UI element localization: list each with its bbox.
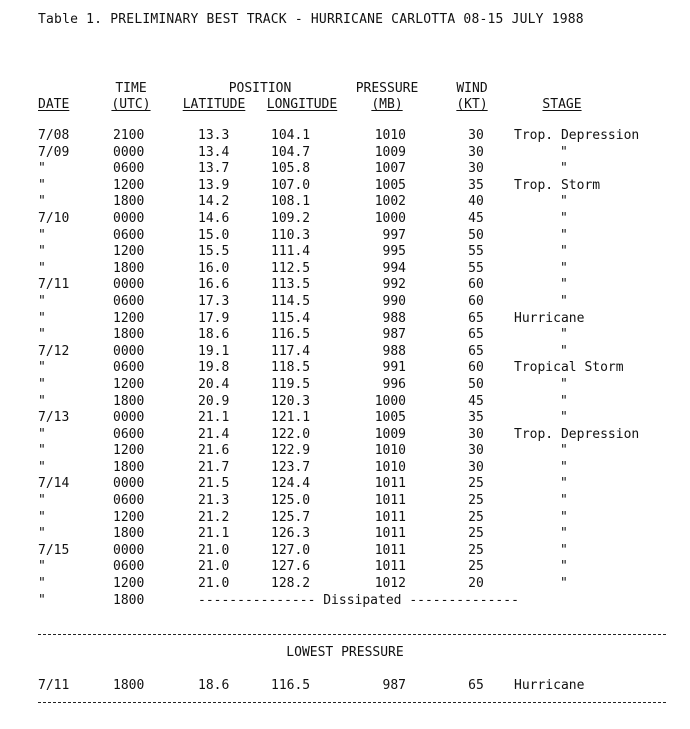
cell-date: 7/13 (38, 410, 70, 426)
cell-stage: " (560, 542, 568, 558)
cell-longitude: 117.4 (271, 343, 311, 359)
cell-date: " (38, 360, 46, 376)
cell-latitude: 14.2 (198, 194, 230, 210)
cell-longitude: 104.1 (271, 128, 311, 143)
cell-stage: " (560, 576, 568, 592)
dissipated-note: --------------- Dissipated -------------- (198, 592, 519, 608)
cell-longitude: 120.3 (271, 393, 311, 409)
cell-longitude: 127.6 (271, 559, 311, 575)
cell-pressure: 1002 (374, 194, 406, 210)
lowest-pressure-time: 1800 (113, 678, 145, 693)
cell-stage: Trop. Storm (514, 177, 601, 193)
table-row (0, 344, 690, 361)
cell-stage: " (560, 559, 568, 575)
cell-longitude: 115.4 (271, 310, 311, 326)
cell-date: " (38, 260, 46, 276)
cell-date: " (38, 161, 46, 177)
cell-date: " (38, 443, 46, 459)
cell-longitude: 121.1 (271, 410, 311, 426)
table-row (0, 294, 690, 311)
table-row (0, 559, 690, 576)
cell-latitude: 21.3 (198, 493, 230, 509)
cell-stage: " (560, 459, 568, 475)
cell-time: 0600 (113, 426, 145, 442)
header-date: DATE (38, 97, 70, 112)
cell-date: " (38, 509, 46, 525)
cell-stage: " (560, 210, 568, 226)
cell-date: " (38, 592, 46, 608)
cell-wind: 50 (468, 227, 484, 243)
cell-stage: " (560, 476, 568, 492)
cell-pressure: 988 (382, 343, 406, 359)
cell-time: 1200 (113, 509, 145, 525)
cell-longitude: 116.5 (271, 327, 311, 343)
cell-wind: 55 (468, 244, 484, 260)
header-pressure-top: PRESSURE (355, 81, 419, 96)
cell-wind: 60 (468, 277, 484, 293)
cell-pressure: 1005 (374, 177, 406, 193)
cell-time: 1200 (113, 576, 145, 592)
cell-longitude: 125.7 (271, 509, 311, 525)
lowest-pressure-latitude: 18.6 (198, 678, 230, 693)
cell-wind: 30 (468, 161, 484, 177)
cell-latitude: 21.7 (198, 459, 230, 475)
cell-time: 1200 (113, 310, 145, 326)
cell-stage: " (560, 493, 568, 509)
cell-stage: " (560, 509, 568, 525)
cell-longitude: 128.2 (271, 576, 311, 592)
cell-date: " (38, 576, 46, 592)
cell-time: 0000 (113, 144, 145, 160)
cell-pressure: 995 (382, 244, 406, 260)
cell-latitude: 20.4 (198, 376, 230, 392)
table-row (0, 261, 690, 278)
cell-pressure: 1011 (374, 526, 406, 542)
cell-stage: " (560, 244, 568, 260)
cell-latitude: 21.4 (198, 426, 230, 442)
cell-date: " (38, 293, 46, 309)
cell-latitude: 20.9 (198, 393, 230, 409)
cell-date: " (38, 244, 46, 260)
cell-pressure: 1010 (374, 459, 406, 475)
cell-time: 0600 (113, 360, 145, 376)
cell-pressure: 1005 (374, 410, 406, 426)
cell-wind: 40 (468, 194, 484, 210)
cell-wind: 25 (468, 542, 484, 558)
separator-top (38, 634, 666, 635)
cell-date: " (38, 526, 46, 542)
table-row (0, 543, 690, 560)
cell-date: " (38, 426, 46, 442)
table-row (0, 277, 690, 294)
cell-latitude: 19.8 (198, 360, 230, 376)
cell-longitude: 119.5 (271, 376, 311, 392)
table-row (0, 178, 690, 195)
cell-pressure: 991 (382, 360, 406, 376)
cell-longitude: 105.8 (271, 161, 311, 177)
header-time-top: TIME (115, 81, 147, 96)
header-latitude: LATITUDE (182, 97, 246, 112)
cell-latitude: 17.9 (198, 310, 230, 326)
track-table-body (0, 128, 690, 609)
cell-pressure: 1010 (374, 128, 406, 143)
table-row (0, 493, 690, 510)
lowest-pressure-pressure: 987 (382, 678, 406, 693)
lowest-pressure-label: LOWEST PRESSURE (286, 645, 404, 660)
table-row (0, 576, 690, 593)
cell-time: 2100 (113, 128, 145, 143)
cell-wind: 60 (468, 360, 484, 376)
table-row (0, 311, 690, 328)
cell-wind: 25 (468, 493, 484, 509)
cell-longitude: 122.9 (271, 443, 311, 459)
cell-wind: 65 (468, 310, 484, 326)
cell-time: 1800 (113, 194, 145, 210)
table-row (0, 228, 690, 245)
cell-latitude: 21.0 (198, 576, 230, 592)
header-time-bottom: (UTC) (111, 97, 151, 112)
cell-longitude: 122.0 (271, 426, 311, 442)
cell-stage: " (560, 144, 568, 160)
cell-pressure: 1011 (374, 476, 406, 492)
cell-latitude: 21.1 (198, 410, 230, 426)
lowest-pressure-stage: Hurricane (514, 678, 585, 693)
cell-date: " (38, 393, 46, 409)
cell-latitude: 13.9 (198, 177, 230, 193)
cell-stage: " (560, 343, 568, 359)
cell-latitude: 17.3 (198, 293, 230, 309)
cell-pressure: 987 (382, 327, 406, 343)
cell-latitude: 13.7 (198, 161, 230, 177)
cell-wind: 45 (468, 210, 484, 226)
cell-pressure: 1012 (374, 576, 406, 592)
cell-date: " (38, 459, 46, 475)
cell-stage: " (560, 293, 568, 309)
cell-pressure: 997 (382, 227, 406, 243)
cell-wind: 55 (468, 260, 484, 276)
cell-date: " (38, 227, 46, 243)
cell-wind: 35 (468, 410, 484, 426)
table-row (0, 360, 690, 377)
cell-time: 1200 (113, 443, 145, 459)
cell-longitude: 112.5 (271, 260, 311, 276)
cell-date: " (38, 376, 46, 392)
cell-wind: 25 (468, 509, 484, 525)
cell-latitude: 16.6 (198, 277, 230, 293)
cell-time: 1800 (113, 393, 145, 409)
cell-date: " (38, 194, 46, 210)
cell-latitude: 13.4 (198, 144, 230, 160)
header-position: POSITION (228, 81, 292, 96)
cell-time: 0000 (113, 476, 145, 492)
cell-date: 7/08 (38, 128, 70, 143)
cell-longitude: 111.4 (271, 244, 311, 260)
cell-time: 1800 (113, 260, 145, 276)
cell-wind: 30 (468, 426, 484, 442)
cell-time: 0000 (113, 410, 145, 426)
cell-time: 0000 (113, 343, 145, 359)
cell-pressure: 1000 (374, 393, 406, 409)
cell-longitude: 114.5 (271, 293, 311, 309)
cell-latitude: 21.1 (198, 526, 230, 542)
cell-wind: 30 (468, 443, 484, 459)
cell-time: 0600 (113, 161, 145, 177)
cell-pressure: 1009 (374, 426, 406, 442)
cell-latitude: 13.3 (198, 128, 230, 143)
cell-date: " (38, 493, 46, 509)
cell-latitude: 21.2 (198, 509, 230, 525)
cell-time: 1800 (113, 592, 145, 608)
cell-time: 0000 (113, 542, 145, 558)
cell-pressure: 992 (382, 277, 406, 293)
cell-pressure: 990 (382, 293, 406, 309)
table-title: Table 1. PRELIMINARY BEST TRACK - HURRICANE CARLOTTA 08-15 JULY 1988 (38, 12, 584, 27)
cell-stage: Hurricane (514, 310, 585, 326)
cell-stage: " (560, 227, 568, 243)
cell-time: 0600 (113, 293, 145, 309)
header-pressure-bottom: (MB) (371, 97, 403, 112)
cell-stage: " (560, 443, 568, 459)
cell-latitude: 16.0 (198, 260, 230, 276)
cell-time: 1200 (113, 177, 145, 193)
table-row (0, 510, 690, 527)
cell-wind: 35 (468, 177, 484, 193)
cell-longitude: 125.0 (271, 493, 311, 509)
cell-stage: " (560, 277, 568, 293)
cell-wind: 65 (468, 343, 484, 359)
table-row (0, 128, 690, 145)
cell-time: 1200 (113, 244, 145, 260)
cell-date: 7/10 (38, 210, 70, 226)
cell-date: 7/11 (38, 277, 70, 293)
table-row (0, 145, 690, 162)
cell-pressure: 996 (382, 376, 406, 392)
cell-latitude: 21.0 (198, 559, 230, 575)
cell-pressure: 1009 (374, 144, 406, 160)
cell-longitude: 107.0 (271, 177, 311, 193)
cell-stage: " (560, 376, 568, 392)
cell-wind: 45 (468, 393, 484, 409)
cell-stage: " (560, 161, 568, 177)
cell-latitude: 19.1 (198, 343, 230, 359)
cell-latitude: 15.5 (198, 244, 230, 260)
header-wind-bottom: (KT) (456, 97, 488, 112)
cell-longitude: 127.0 (271, 542, 311, 558)
cell-latitude: 21.5 (198, 476, 230, 492)
cell-time: 0600 (113, 493, 145, 509)
cell-pressure: 1011 (374, 542, 406, 558)
cell-date: " (38, 310, 46, 326)
table-row (0, 377, 690, 394)
header-stage: STAGE (542, 97, 582, 112)
cell-stage: " (560, 393, 568, 409)
lowest-pressure-wind: 65 (468, 678, 484, 693)
lowest-pressure-row (0, 678, 690, 696)
cell-time: 1800 (113, 327, 145, 343)
table-row (0, 194, 690, 211)
cell-date: 7/12 (38, 343, 70, 359)
cell-wind: 30 (468, 144, 484, 160)
cell-longitude: 123.7 (271, 459, 311, 475)
cell-wind: 30 (468, 459, 484, 475)
cell-time: 0000 (113, 210, 145, 226)
cell-date: " (38, 327, 46, 343)
cell-time: 0600 (113, 227, 145, 243)
cell-pressure: 1007 (374, 161, 406, 177)
table-row (0, 460, 690, 477)
table-row (0, 211, 690, 228)
cell-pressure: 1011 (374, 559, 406, 575)
cell-pressure: 1011 (374, 493, 406, 509)
cell-latitude: 21.6 (198, 443, 230, 459)
cell-time: 1800 (113, 526, 145, 542)
cell-stage: Trop. Depression (514, 426, 640, 442)
table-row (0, 327, 690, 344)
cell-stage: " (560, 526, 568, 542)
cell-stage: " (560, 327, 568, 343)
cell-longitude: 124.4 (271, 476, 311, 492)
table-row (0, 394, 690, 411)
cell-stage: Tropical Storm (514, 360, 624, 376)
cell-wind: 20 (468, 576, 484, 592)
cell-wind: 60 (468, 293, 484, 309)
cell-time: 1800 (113, 459, 145, 475)
table-row (0, 410, 690, 427)
cell-latitude: 14.6 (198, 210, 230, 226)
cell-stage: " (560, 410, 568, 426)
table-row (0, 244, 690, 261)
cell-wind: 25 (468, 476, 484, 492)
table-row (0, 476, 690, 493)
table-row-dissipated (0, 593, 690, 610)
cell-wind: 65 (468, 327, 484, 343)
cell-date: " (38, 559, 46, 575)
cell-date: 7/14 (38, 476, 70, 492)
cell-stage: " (560, 194, 568, 210)
cell-pressure: 1000 (374, 210, 406, 226)
cell-date: 7/09 (38, 144, 70, 160)
table-row (0, 443, 690, 460)
table-row (0, 427, 690, 444)
table-row (0, 161, 690, 178)
cell-pressure: 994 (382, 260, 406, 276)
table-row (0, 526, 690, 543)
cell-time: 0600 (113, 559, 145, 575)
cell-wind: 50 (468, 376, 484, 392)
separator-bottom (38, 702, 666, 703)
cell-time: 0000 (113, 277, 145, 293)
cell-pressure: 1010 (374, 443, 406, 459)
cell-latitude: 18.6 (198, 327, 230, 343)
cell-longitude: 113.5 (271, 277, 311, 293)
cell-wind: 30 (468, 128, 484, 143)
cell-date: 7/15 (38, 542, 70, 558)
cell-longitude: 104.7 (271, 144, 311, 160)
cell-longitude: 126.3 (271, 526, 311, 542)
cell-wind: 25 (468, 559, 484, 575)
cell-longitude: 118.5 (271, 360, 311, 376)
header-wind-top: WIND (456, 81, 488, 96)
cell-longitude: 109.2 (271, 210, 311, 226)
cell-date: " (38, 177, 46, 193)
cell-longitude: 110.3 (271, 227, 311, 243)
cell-time: 1200 (113, 376, 145, 392)
header-longitude: LONGITUDE (266, 97, 338, 112)
cell-longitude: 108.1 (271, 194, 311, 210)
cell-pressure: 988 (382, 310, 406, 326)
cell-latitude: 15.0 (198, 227, 230, 243)
cell-pressure: 1011 (374, 509, 406, 525)
lowest-pressure-longitude: 116.5 (271, 678, 311, 693)
cell-stage: Trop. Depression (514, 128, 640, 143)
cell-latitude: 21.0 (198, 542, 230, 558)
cell-wind: 25 (468, 526, 484, 542)
lowest-pressure-date: 7/11 (38, 678, 70, 693)
cell-stage: " (560, 260, 568, 276)
